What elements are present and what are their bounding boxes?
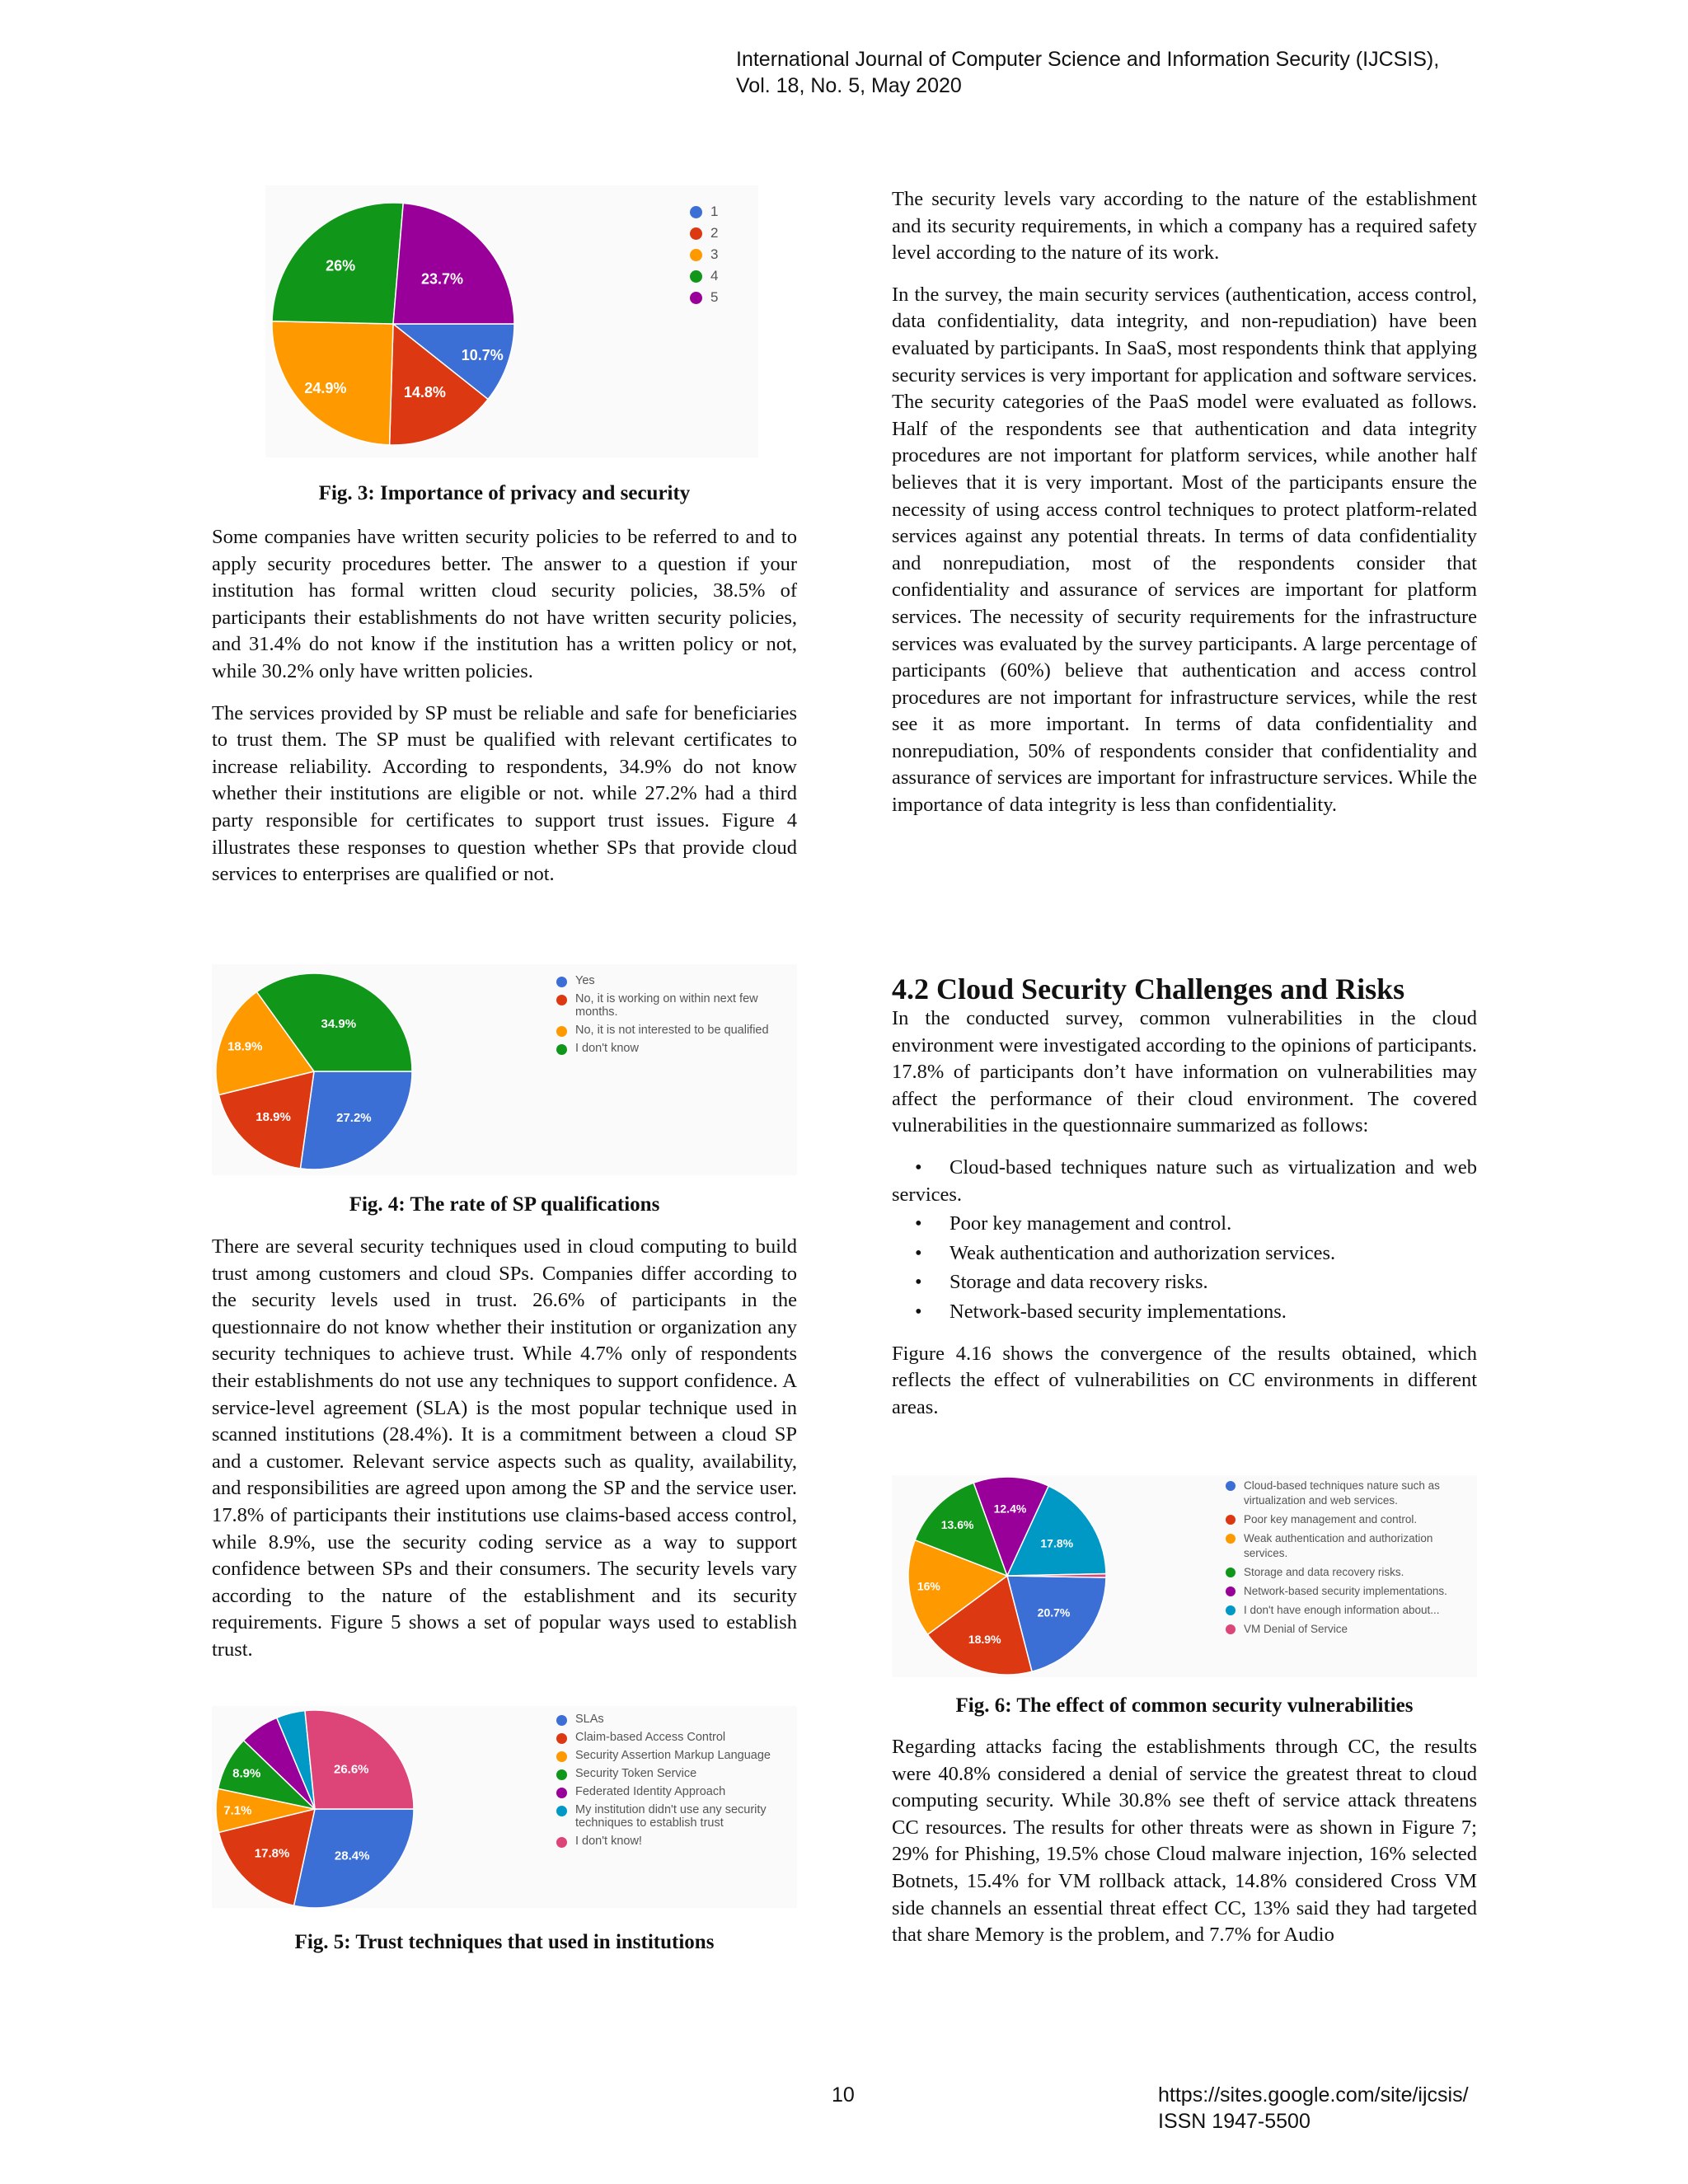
- legend-item: [1226, 1565, 1473, 1580]
- figure-3-pie: [265, 185, 521, 457]
- journal-title: International Journal of Computer Science and Information Security (IJCSIS),: [736, 48, 1440, 71]
- figure-5-caption: Fig. 5: Trust techniques that used in institutions: [294, 1931, 715, 1953]
- figure-5: [212, 1706, 797, 1908]
- pie-data-label: 18.9%: [256, 1110, 291, 1125]
- legend-label: Network-based security implementations.: [1244, 1585, 1447, 1597]
- legend-label: Weak authentication and authorization services.: [1244, 1532, 1433, 1559]
- pie-data-label: 14.8%: [403, 383, 446, 401]
- figure-3: [265, 185, 758, 457]
- pie-slice: [393, 204, 514, 324]
- legend-swatch: [556, 1715, 567, 1726]
- legend-label: I don't know!: [575, 1835, 642, 1848]
- legend-swatch: [556, 1806, 567, 1816]
- legend-item: [556, 1731, 795, 1744]
- pie-data-label: 18.9%: [227, 1039, 263, 1054]
- pie-data-label: 12.4%: [993, 1502, 1027, 1516]
- pie-data-label: 10.7%: [461, 347, 504, 364]
- right-column-section: [892, 972, 1477, 1436]
- legend-item: [1226, 1531, 1473, 1561]
- legend-label: No, it is working on within next few months.: [575, 992, 758, 1019]
- legend-swatch: [690, 227, 702, 240]
- pie-data-label: 8.9%: [232, 1766, 261, 1781]
- footer-url[interactable]: https://sites.google.com/site/ijcsis/: [1158, 2083, 1469, 2107]
- legend-swatch: [1226, 1605, 1236, 1615]
- paragraph: In the survey, the main security services (authentication, access control, data confidentiality, data integrity, and non-repudiation) have been evaluated by participants. In SaaS, most respondents think that applying security services is very important for application and software services. The security categories of the PaaS model were evaluated as follows. Half of the respondents see that authentication and data integrity procedures are not important for platform services, while another half believes that it is very important. Most of the participants ensure the necessity of using access control techniques to protect platform-related services against any potential threats. In terms of data confidentiality and nonrepudiation, most of the respondents consider that confidentiality and assurance of services are important for platform services. The necessity of security requirements for the infrastructure services was evaluated by the survey participants. A large percentage of participants (60%) believe that authentication and access control procedures are not important for infrastructure services, while the rest see it as more important. In terms of data confidentiality and nonrepudiation, 50% of respondents consider that confidentiality and assurance of services are important for infrastructure services. While the importance of data integrity is less than confidentiality.: [892, 283, 1477, 817]
- figure-5-pie: [212, 1706, 418, 1908]
- legend-label: 3: [710, 246, 719, 262]
- legend-label: 2: [710, 225, 719, 241]
- legend-label: No, it is not interested to be qualified: [575, 1024, 769, 1037]
- list-item: • Storage and data recovery risks.: [892, 1269, 1477, 1296]
- pie-data-label: 23.7%: [420, 270, 464, 288]
- pie-data-label: 26%: [326, 257, 356, 274]
- legend-item: [690, 268, 718, 284]
- figure-3-caption: Fig. 3: Importance of privacy and security: [318, 482, 691, 504]
- right-column-bottom: [892, 1734, 1477, 1964]
- legend-label: Claim-based Access Control: [575, 1731, 726, 1744]
- legend-swatch: [690, 292, 702, 304]
- legend-item: [556, 1042, 795, 1055]
- legend-item: [556, 1024, 795, 1037]
- legend-label: I don't have enough information about...: [1244, 1604, 1440, 1616]
- legend-swatch: [556, 1733, 567, 1744]
- legend-item: [1226, 1479, 1473, 1508]
- legend-item: [556, 974, 795, 987]
- legend-swatch: [556, 1026, 567, 1037]
- legend-label: Security Token Service: [575, 1767, 697, 1780]
- legend-swatch: [556, 1837, 567, 1848]
- figure-6: [892, 1475, 1477, 1677]
- paragraph: Figure 4.16 shows the convergence of the results obtained, which reflects the effect of vulnerabilities on CC environments in different areas.: [892, 1342, 1477, 1418]
- figure-6-caption: Fig. 6: The effect of common security vulnerabilities: [955, 1694, 1414, 1717]
- legend-label: My institution didn't use any security techniques to establish trust: [575, 1803, 767, 1830]
- pie-data-label: 27.2%: [336, 1110, 372, 1125]
- legend-item: [556, 1785, 795, 1798]
- list-item: • Network-based security implementations.: [892, 1299, 1477, 1326]
- legend-item: [556, 1835, 795, 1848]
- legend-label: Federated Identity Approach: [575, 1785, 726, 1798]
- pie-data-label: 26.6%: [333, 1762, 369, 1777]
- pie-data-label: 13.6%: [940, 1518, 974, 1532]
- figure-3-legend: [690, 204, 718, 311]
- footer-issn: ISSN 1947-5500: [1158, 2110, 1311, 2133]
- legend-label: Yes: [575, 974, 595, 987]
- legend-swatch: [556, 1769, 567, 1780]
- legend-swatch: [1226, 1534, 1236, 1544]
- right-column-top: [892, 186, 1477, 834]
- legend-item: [690, 225, 718, 241]
- paragraph: Some companies have written security policies to be referred to and to apply security procedures better. The answer to a question if your institution has formal written cloud security policies, 38.5% of participants their establishments do not have written security policies, and 31.4% do not know if the institution has a written policy or not, while 30.2% only have written policies.: [212, 526, 797, 682]
- legend-item: [556, 1803, 795, 1830]
- figure-4: [212, 964, 797, 1175]
- pie-data-label: 34.9%: [321, 1016, 357, 1031]
- legend-label: Security Assertion Markup Language: [575, 1749, 771, 1762]
- legend-swatch: [1226, 1586, 1236, 1596]
- legend-swatch: [556, 995, 567, 1005]
- legend-swatch: [690, 270, 702, 283]
- paragraph: There are several security techniques used in cloud computing to build trust among customers and cloud SPs. Companies differ according to the security levels used in trust. 26.6% of participants in the questionnaire do not know whether their institution or organization any security techniques to achieve trust. While 4.7% only of respondents their establishments do not use any techniques to support confidence. A service-level agreement (SLA) is the most popular technique used in scanned institutions (28.4%). It is a commitment between a cloud SP and a customer. Relevant service aspects such as quality, availability, and responsibilities are agreed upon among the SP and the service user. 17.8% of participants their institutions use claims-based access control, while 8.9%, use the security coding service as a way to support confidence between SPs and their consumers. The security levels vary according to the nature of the establishment and its security requirements. Figure 5 shows a set of popular ways used to establish trust.: [212, 1235, 797, 1661]
- figure-4-caption: Fig. 4: The rate of SP qualifications: [349, 1193, 660, 1216]
- legend-item: [1226, 1512, 1473, 1527]
- pie-data-label: 18.9%: [968, 1632, 1001, 1646]
- pie-data-label: 16%: [917, 1579, 940, 1593]
- legend-item: [690, 246, 718, 263]
- pie-data-label: 17.8%: [1040, 1536, 1074, 1550]
- list-item: • Weak authentication and authorization services.: [892, 1240, 1477, 1268]
- pie-data-label: 20.7%: [1037, 1605, 1071, 1619]
- list-item: • Cloud-based techniques nature such as virtualization and web services.: [892, 1155, 1477, 1208]
- figure-5-legend: [556, 1713, 795, 1853]
- pie-data-label: 28.4%: [334, 1849, 370, 1863]
- paragraph: The services provided by SP must be reliable and safe for beneficiaries to trust them. The SP must be qualified with relevant certificates to increase reliability. According to respondents, 34.9% do not know whether their institutions are eligible or not. while 27.2% had a third party responsible for certificates to support trust issues. Figure 4 illustrates these responses to question whether SPs that provide cloud services to enterprises are qualified or not.: [212, 701, 797, 886]
- figure-6-legend: [1226, 1479, 1473, 1641]
- legend-item: [556, 1713, 795, 1726]
- legend-swatch: [556, 1044, 567, 1055]
- pie-slice: [305, 1710, 414, 1809]
- legend-label: VM Denial of Service: [1244, 1623, 1348, 1635]
- legend-swatch: [690, 206, 702, 218]
- legend-label: Cloud-based techniques nature such as virtualization and web services.: [1244, 1479, 1440, 1507]
- legend-swatch: [1226, 1515, 1236, 1525]
- pie-data-label: 7.1%: [223, 1803, 252, 1818]
- journal-header: [736, 46, 1439, 99]
- legend-item: [556, 992, 795, 1019]
- legend-item: [1226, 1622, 1473, 1637]
- legend-label: 1: [710, 204, 719, 219]
- legend-label: 4: [710, 268, 719, 284]
- legend-swatch: [690, 249, 702, 261]
- legend-item: [690, 204, 718, 220]
- page-number: 10: [832, 2083, 855, 2107]
- left-column-bottom: [212, 1234, 797, 1679]
- journal-issue: Vol. 18, No. 5, May 2020: [736, 74, 962, 97]
- legend-swatch: [556, 1788, 567, 1798]
- paragraph: In the conducted survey, common vulnerabilities in the cloud environment were investigated according to the opinions of participants. 17.8% of participants don’t have information on vulnerabilities may affect the performance of their cloud environment. The covered vulnerabilities in the questionnaire summarized as follows:: [892, 1007, 1477, 1137]
- legend-item: [556, 1767, 795, 1780]
- legend-swatch: [556, 1751, 567, 1762]
- pie-data-label: 17.8%: [254, 1846, 290, 1861]
- legend-swatch: [556, 977, 567, 987]
- pie-data-label: 24.9%: [304, 380, 347, 397]
- vulnerability-list: [892, 1155, 1477, 1326]
- legend-label: 5: [710, 289, 719, 305]
- figure-4-pie: [212, 964, 418, 1175]
- legend-swatch: [1226, 1624, 1236, 1634]
- legend-label: SLAs: [575, 1713, 604, 1726]
- figure-4-legend: [556, 974, 795, 1060]
- section-heading: 4.2 Cloud Security Challenges and Risks: [892, 972, 1405, 1005]
- legend-swatch: [1226, 1568, 1236, 1577]
- figure-6-pie: [900, 1475, 1114, 1677]
- legend-label: Poor key management and control.: [1244, 1513, 1418, 1526]
- paragraph: The security levels vary according to the nature of the establishment and its security requirements, in which a company has a required safety level according to the nature of its work.: [892, 188, 1477, 265]
- legend-swatch: [1226, 1481, 1236, 1491]
- legend-item: [1226, 1603, 1473, 1618]
- left-column-top: [212, 524, 797, 903]
- legend-item: [556, 1749, 795, 1762]
- list-item: • Poor key management and control.: [892, 1211, 1477, 1238]
- legend-item: [690, 289, 718, 306]
- legend-label: I don't know: [575, 1042, 639, 1055]
- legend-label: Storage and data recovery risks.: [1244, 1566, 1404, 1578]
- paragraph: Regarding attacks facing the establishments through CC, the results were 40.8% considered a denial of service the greatest threat to cloud computing security. While 30.8% see theft of service attack threatens CC resources. The results for other threats were as shown in Figure 7; 29% for Phishing, 19.5% chose Cloud malware injection, 16% selected Botnets, 15.4% for VM rollback attack, 14.8% considered Cross VM side channels an essential threat effect CC, 13% said they had targeted that share Memory is the problem, and 7.7% for Audio: [892, 1736, 1477, 1947]
- legend-item: [1226, 1584, 1473, 1599]
